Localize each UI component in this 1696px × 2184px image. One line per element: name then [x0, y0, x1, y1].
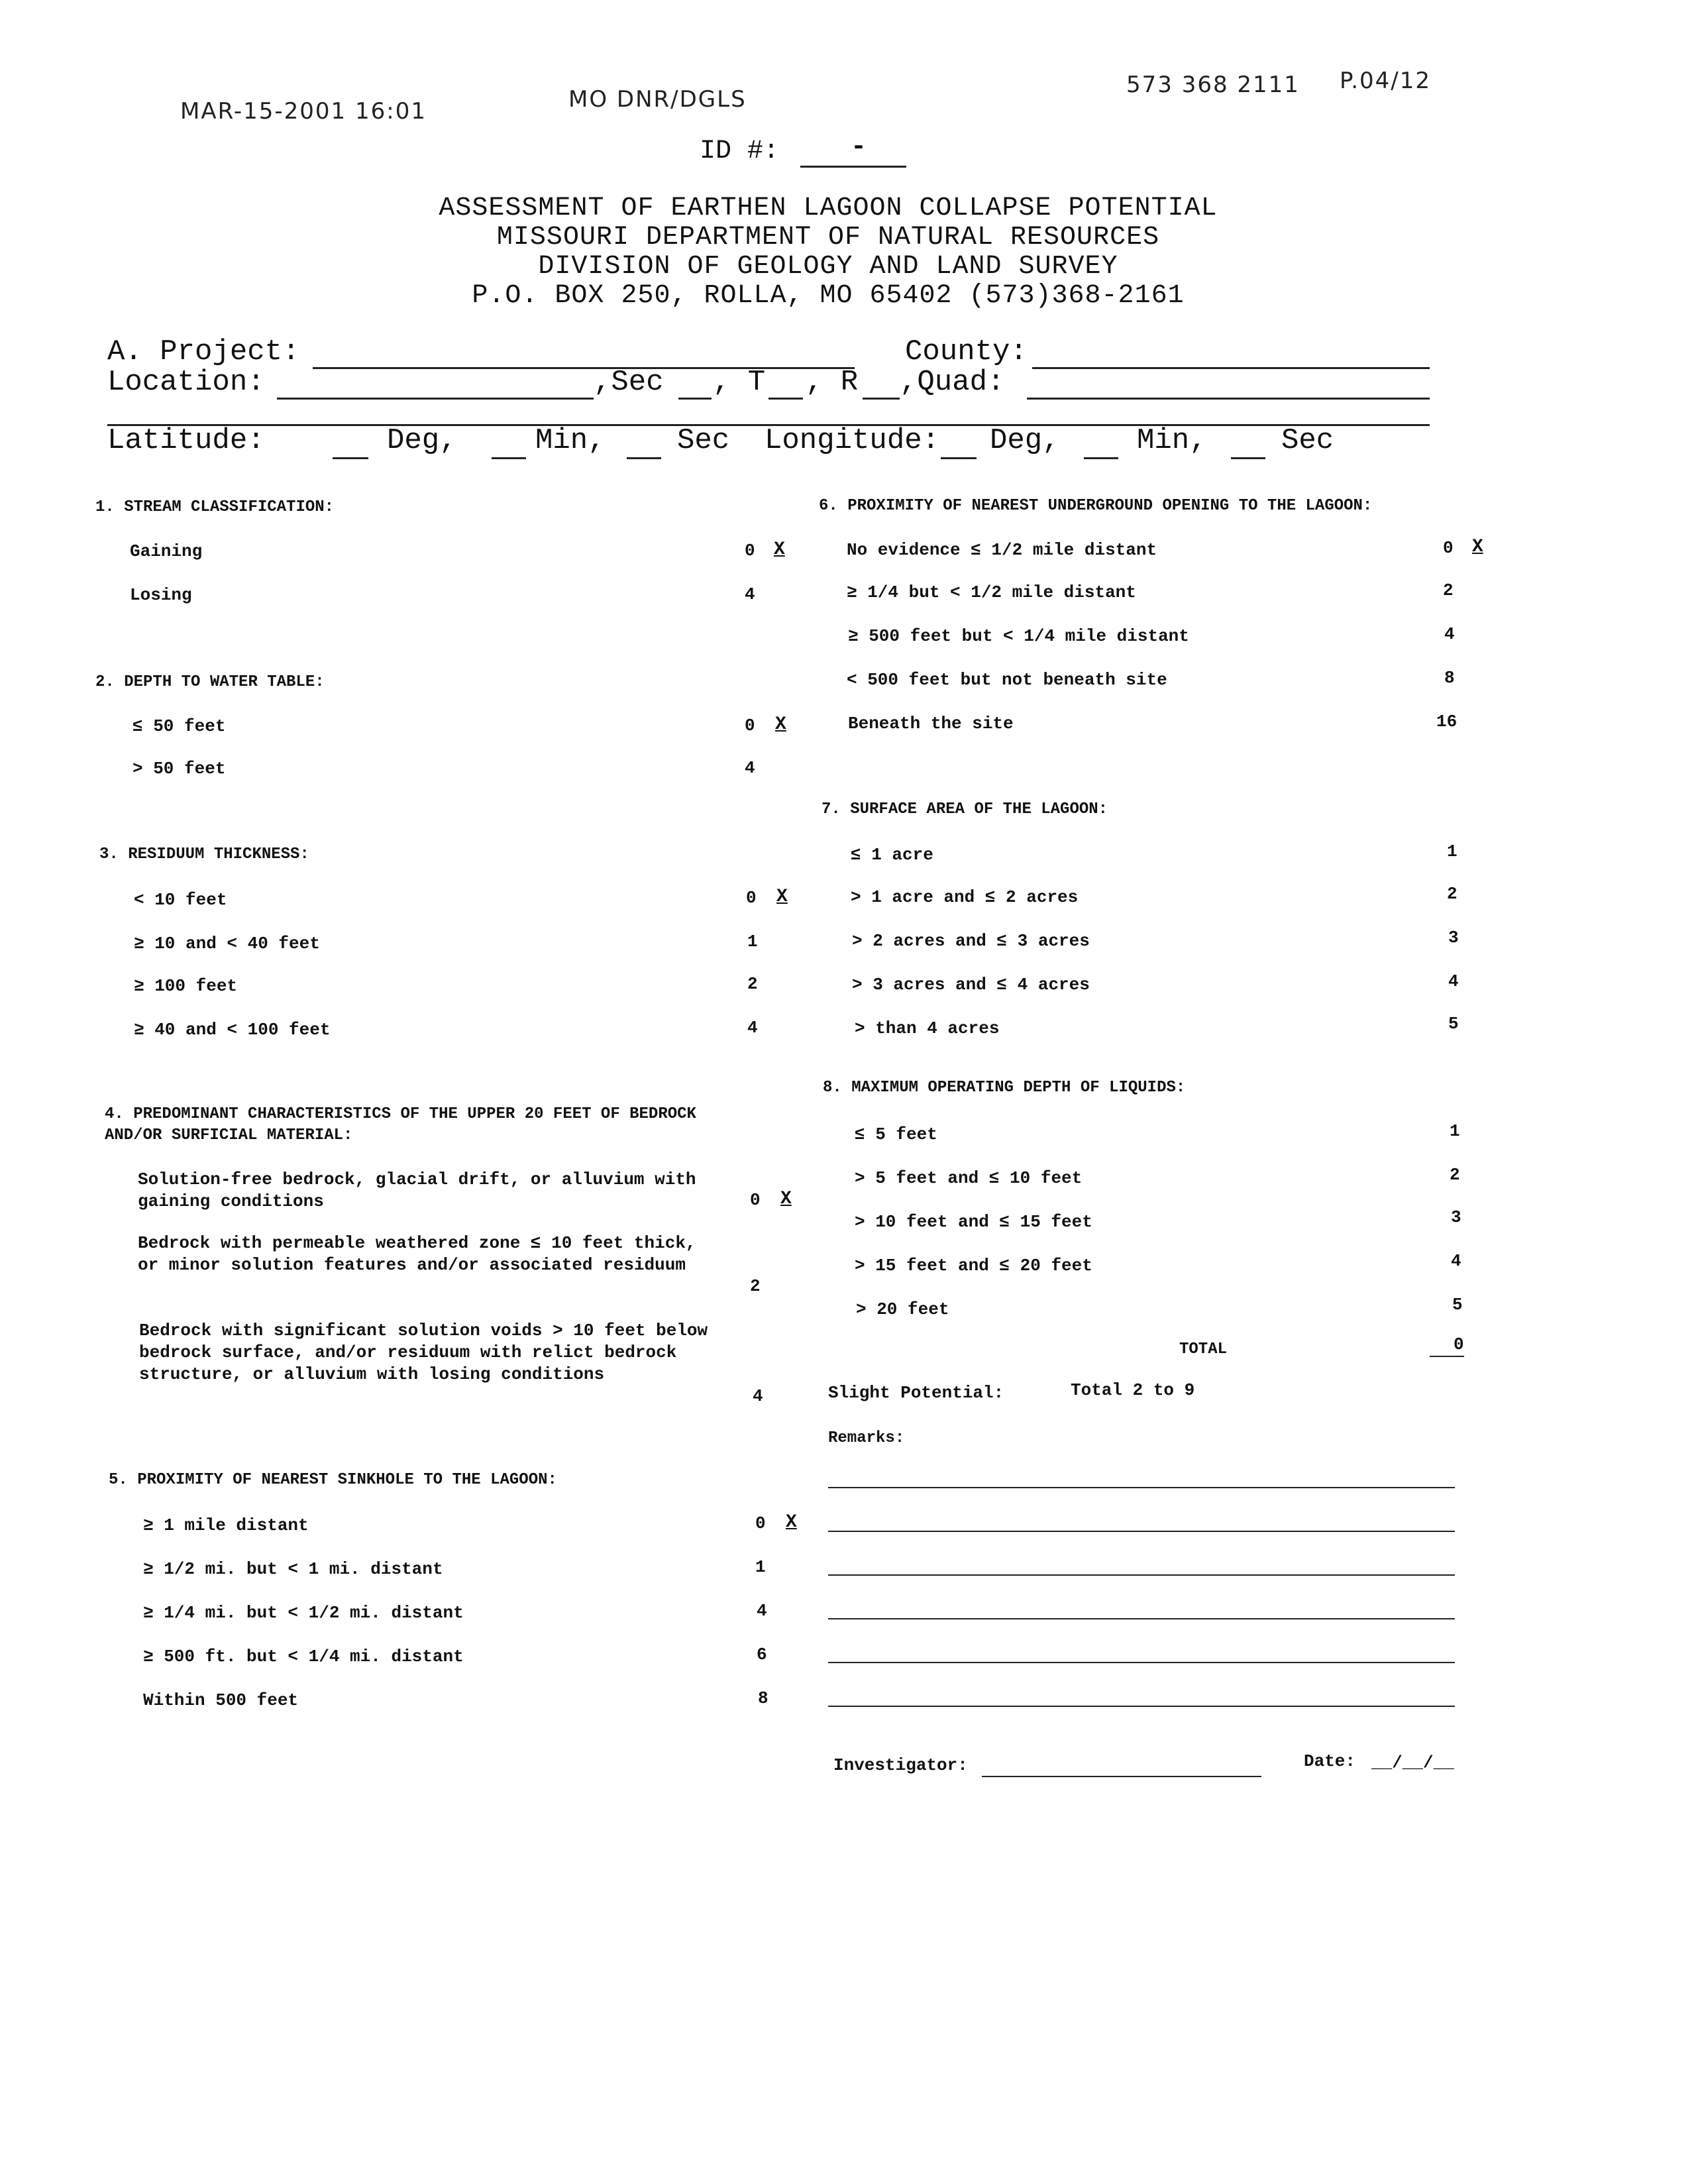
lon-deg-label: Deg,	[990, 424, 1060, 457]
section-8-score-5: 5	[1452, 1295, 1463, 1315]
section-2-mark-1[interactable]: X	[775, 714, 786, 735]
section-5-score-3: 4	[757, 1601, 767, 1621]
fax-date-time: MAR-15-2001 16:01	[180, 98, 427, 125]
fax-sender: MO DNR/DGLS	[568, 86, 747, 113]
section-7-title: 7. SURFACE AREA OF THE LAGOON:	[822, 800, 1108, 818]
lat-min-field[interactable]	[492, 457, 526, 459]
section-4-score-1: 0	[750, 1190, 761, 1210]
total-value: 0	[1454, 1335, 1464, 1354]
section-2-title: 2. DEPTH TO WATER TABLE:	[95, 673, 325, 691]
section-4-item-2: Bedrock with permeable weathered zone ≤ 10 feet thick, or minor solution features and/or associated residuum	[138, 1233, 696, 1275]
section-6-item-2: ≥ 1/4 but < 1/2 mile distant	[847, 582, 1136, 602]
total-label: TOTAL	[1179, 1340, 1228, 1358]
section-7-item-4: > 3 acres and ≤ 4 acres	[852, 975, 1090, 995]
investigator-label: Investigator:	[833, 1755, 968, 1775]
sec-field[interactable]	[678, 398, 712, 400]
section-4-title: 4. PREDOMINANT CHARACTERISTICS OF THE UPPER 20 FEET OF BEDROCK AND/OR SURFICIAL MATERIAL:	[105, 1105, 696, 1144]
section-5-score-2: 1	[755, 1557, 766, 1577]
sec-label: ,Sec	[594, 366, 664, 399]
section-3-item-2: ≥ 10 and < 40 feet	[134, 934, 320, 954]
section-8-score-3: 3	[1451, 1207, 1461, 1227]
lon-sec-field[interactable]	[1231, 457, 1265, 459]
remarks-line-2[interactable]	[828, 1531, 1455, 1532]
remarks-label: Remarks:	[828, 1429, 905, 1447]
latitude-label: Latitude:	[107, 424, 265, 457]
lat-deg-field[interactable]	[333, 457, 368, 459]
section-1-title: 1. STREAM CLASSIFICATION:	[95, 498, 335, 516]
section-8-item-1: ≤ 5 feet	[855, 1124, 937, 1144]
section-2-score-2: 4	[745, 758, 755, 778]
lat-sec-label: Sec	[677, 424, 730, 457]
section-4-score-2: 2	[750, 1276, 761, 1296]
section-8-item-5: > 20 feet	[856, 1299, 949, 1319]
section-3-item-4: ≥ 40 and < 100 feet	[134, 1020, 331, 1040]
potential-label: Slight Potential:	[828, 1383, 1004, 1403]
lon-deg-field[interactable]	[941, 457, 977, 459]
section-2-score-1: 0	[745, 716, 755, 736]
section-1-score-1: 0	[745, 541, 755, 561]
section-4-score-3: 4	[753, 1386, 763, 1406]
section-5-score-1: 0	[755, 1513, 766, 1533]
id-underline	[800, 166, 906, 168]
section-7-item-2: > 1 acre and ≤ 2 acres	[851, 887, 1079, 907]
lat-deg-label: Deg,	[387, 424, 457, 457]
section-6-item-4: < 500 feet but not beneath site	[847, 670, 1167, 690]
section-7-item-1: ≤ 1 acre	[851, 845, 933, 865]
section-8-item-4: > 15 feet and ≤ 20 feet	[855, 1256, 1092, 1276]
section-6-score-1: 0	[1443, 538, 1454, 558]
remarks-line-3[interactable]	[828, 1574, 1455, 1576]
date-value[interactable]: __/__/__	[1371, 1753, 1454, 1773]
section-2-item-2: > 50 feet	[132, 759, 226, 779]
section-5-item-5: Within 500 feet	[143, 1690, 299, 1710]
section-1-item-2: Losing	[130, 585, 192, 605]
investigator-field[interactable]	[982, 1776, 1261, 1777]
lon-min-field[interactable]	[1084, 457, 1118, 459]
form-title: ASSESSMENT OF EARTHEN LAGOON COLLAPSE POTENTIAL	[439, 193, 1218, 223]
range-label: , R	[806, 366, 859, 399]
section-7-score-2: 2	[1447, 884, 1458, 904]
section-5-item-4: ≥ 500 ft. but < 1/4 mi. distant	[143, 1647, 464, 1666]
division-name: DIVISION OF GEOLOGY AND LAND SURVEY	[538, 252, 1118, 282]
section-1-score-2: 4	[745, 584, 755, 604]
section-8-item-2: > 5 feet and ≤ 10 feet	[855, 1168, 1083, 1188]
section-5-item-1: ≥ 1 mile distant	[143, 1515, 309, 1535]
project-field[interactable]	[313, 367, 855, 369]
section-6-score-5: 16	[1436, 712, 1458, 732]
section-7-score-3: 3	[1448, 928, 1459, 948]
section-5-score-4: 6	[757, 1645, 767, 1665]
section-3-title: 3. RESIDUUM THICKNESS:	[99, 846, 309, 863]
lon-min-label: Min,	[1137, 424, 1207, 457]
section-4-mark-1[interactable]: X	[780, 1189, 792, 1209]
township-field[interactable]	[768, 398, 803, 400]
section-8-score-4: 4	[1451, 1251, 1461, 1271]
potential-value: Total 2 to 9	[1071, 1380, 1195, 1400]
township-label: , T	[713, 366, 766, 399]
section-1-item-1: Gaining	[130, 541, 203, 561]
section-3-item-3: ≥ 100 feet	[134, 976, 238, 996]
longitude-label: Longitude:	[765, 424, 940, 457]
section-1-mark-1[interactable]: X	[774, 539, 785, 560]
agency-address: P.O. BOX 250, ROLLA, MO 65402 (573)368-2161	[472, 281, 1185, 311]
range-field[interactable]	[863, 398, 900, 400]
lon-sec-label: Sec	[1281, 424, 1334, 457]
agency-name: MISSOURI DEPARTMENT OF NATURAL RESOURCES	[496, 223, 1160, 252]
fax-page: P.04/12	[1340, 68, 1431, 94]
section-7-score-1: 1	[1447, 842, 1458, 861]
section-6-score-4: 8	[1444, 668, 1455, 688]
section-3-score-1: 0	[746, 888, 757, 908]
section-8-title: 8. MAXIMUM OPERATING DEPTH OF LIQUIDS:	[823, 1079, 1186, 1097]
section-6-item-1: No evidence ≤ 1/2 mile distant	[847, 540, 1157, 560]
section-3-score-4: 4	[747, 1018, 758, 1038]
lat-min-label: Min,	[535, 424, 606, 457]
section-8-score-1: 1	[1450, 1121, 1460, 1141]
section-4-item-1: Solution-free bedrock, glacial drift, or alluvium with gaining conditions	[138, 1170, 696, 1211]
section-3-score-2: 1	[747, 932, 758, 952]
location-field[interactable]	[277, 398, 594, 400]
remarks-line-6[interactable]	[828, 1706, 1455, 1707]
id-label: ID #:	[700, 136, 780, 166]
section-7-score-5: 5	[1448, 1014, 1459, 1034]
county-field[interactable]	[1032, 367, 1430, 369]
section-5-item-3: ≥ 1/4 mi. but < 1/2 mi. distant	[143, 1603, 464, 1623]
section-5-item-2: ≥ 1/2 mi. but < 1 mi. distant	[143, 1559, 443, 1579]
section-6-item-3: ≥ 500 feet but < 1/4 mile distant	[848, 626, 1189, 646]
section-6-mark-1[interactable]: X	[1472, 537, 1483, 557]
project-label: A. Project:	[107, 335, 300, 368]
fax-phone: 573 368 2111	[1126, 72, 1300, 98]
section-5-title: 5. PROXIMITY OF NEAREST SINKHOLE TO THE LAGOON:	[109, 1471, 557, 1489]
quad-label: ,Quad:	[900, 366, 1005, 399]
location-label: Location:	[107, 366, 265, 399]
section-7-item-3: > 2 acres and ≤ 3 acres	[852, 931, 1090, 951]
section-6-item-5: Beneath the site	[848, 714, 1014, 734]
section-4-item-3: Bedrock with significant solution voids > 10 feet below bedrock surface, and/or residuum with relict bedrock structure, or alluvium with losing conditions	[139, 1321, 708, 1384]
section-6-score-3: 4	[1444, 624, 1455, 644]
lat-sec-field[interactable]	[627, 457, 661, 459]
total-underline	[1430, 1356, 1464, 1357]
quad-field[interactable]	[1027, 398, 1430, 400]
section-3-score-3: 2	[747, 974, 758, 994]
section-6-title: 6. PROXIMITY OF NEAREST UNDERGROUND OPENING TO THE LAGOON:	[819, 497, 1373, 515]
section-8-item-3: > 10 feet and ≤ 15 feet	[855, 1212, 1092, 1232]
section-3-mark-1[interactable]: X	[776, 887, 788, 907]
section-5-mark-1[interactable]: X	[786, 1512, 797, 1533]
section-5-score-5: 8	[758, 1688, 768, 1708]
section-8-score-2: 2	[1450, 1165, 1460, 1185]
date-label: Date:	[1304, 1751, 1356, 1771]
remarks-line-5[interactable]	[828, 1662, 1455, 1663]
section-7-item-5: > than 4 acres	[855, 1018, 1000, 1038]
id-value: -	[851, 133, 867, 162]
remarks-line-4[interactable]	[828, 1618, 1455, 1619]
county-label: County:	[905, 335, 1028, 368]
section-7-score-4: 4	[1448, 971, 1459, 991]
section-2-item-1: ≤ 50 feet	[132, 716, 226, 736]
section-3-item-1: < 10 feet	[134, 890, 227, 910]
section-6-score-2: 2	[1443, 580, 1454, 600]
remarks-line-1[interactable]	[828, 1487, 1455, 1488]
